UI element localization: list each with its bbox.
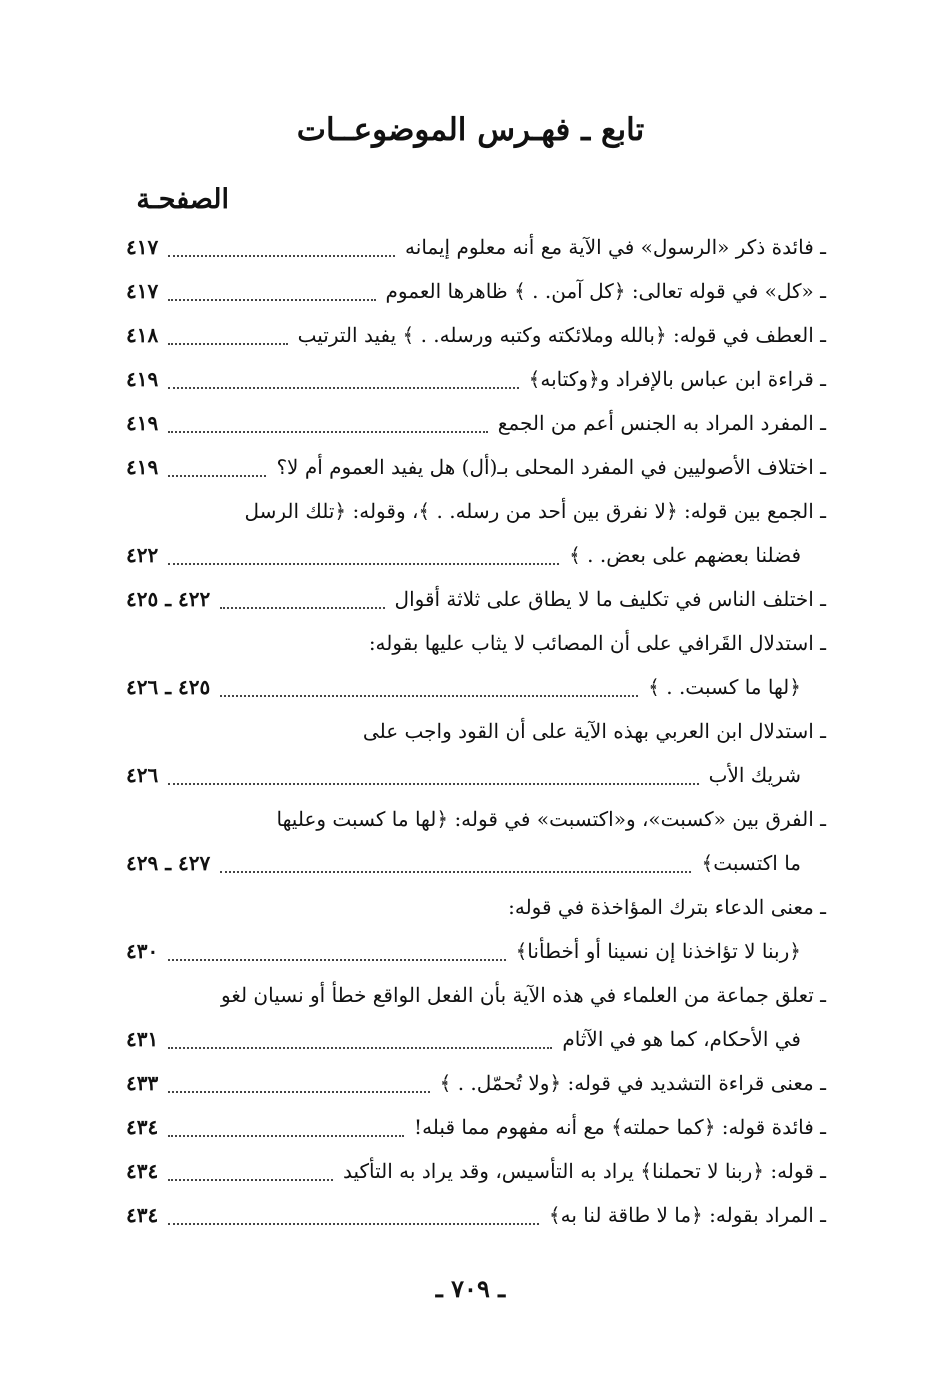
entry-page: ٤٢٢ ـ ٤٢٥	[126, 587, 211, 611]
dot-leader	[168, 1037, 552, 1049]
entry-text: في الأحكام، كما هو في الآثام	[562, 1027, 801, 1051]
entry-text: ـ فائدة قوله: ﴿كما حملته﴾ مع أنه مفهوم مما قبله!	[414, 1115, 826, 1139]
index-entry	[126, 1105, 826, 1149]
dot-leader	[168, 773, 698, 785]
index-entry-continuation	[126, 841, 801, 885]
entry-page: ٤٢٢	[126, 543, 159, 567]
entry-text: ـ العطف في قوله: ﴿بالله وملائكته وكتبه ورسله. . ﴾ يفيد الترتيب	[297, 323, 826, 347]
entry-text: ـ الفرق بين «كسبت»، و«اكتسبت» في قوله: ﴿لها ما كسبت وعليها	[276, 807, 826, 831]
index-entry	[126, 313, 826, 357]
dot-leader	[168, 289, 375, 301]
entry-text: ـ المفرد المراد به الجنس أعم من الجمع	[497, 411, 826, 435]
entry-text: ـ قراءة ابن عباس بالإفراد و﴿وكتابه﴾	[528, 367, 826, 391]
entry-text: ـ اختلاف الأصوليين في المفرد المحلى بـ(أل) هل يفيد العموم أم لا؟	[276, 455, 826, 479]
entry-page: ٤٢٧ ـ ٤٢٩	[126, 851, 211, 875]
entry-page: ٤٣٤	[126, 1203, 159, 1227]
entry-page: ٤١٩	[126, 411, 159, 435]
page-number: ـ ٧٠٩ ـ	[435, 1274, 506, 1303]
entry-text: فضلنا بعضهم على بعض. . ﴾	[569, 543, 801, 567]
page-title: تابع ـ فهـرس الموضوعــات	[296, 112, 645, 148]
entry-page: ٤٣٣	[126, 1071, 159, 1095]
index-entry-continuation	[126, 665, 801, 709]
entry-text: ﴿ربنا لا تؤاخذنا إن نسينا أو أخطأنا﴾	[515, 939, 801, 963]
index-entry-continuation	[126, 533, 801, 577]
index-entry	[126, 709, 826, 753]
index-entry	[126, 797, 826, 841]
dot-leader	[168, 465, 266, 477]
index-entry	[126, 1193, 826, 1237]
entry-text: شريك الأب	[708, 763, 801, 787]
index-entry	[126, 445, 826, 489]
entry-text: ـ تعلق جماعة من العلماء في هذه الآية بأن الفعل الواقع خطأ أو نسيان لغو	[220, 983, 826, 1007]
page-column-header: الصفحـة	[136, 184, 229, 215]
index-entry	[126, 885, 826, 929]
dot-leader	[168, 333, 287, 345]
dot-leader	[168, 1169, 333, 1181]
entry-page: ٤٣٤	[126, 1159, 159, 1183]
entry-text: ـ معنى الدعاء بترك المؤاخذة في قوله:	[508, 895, 826, 919]
index-entry	[126, 621, 826, 665]
entry-page: ٤١٧	[126, 279, 159, 303]
entry-text: ـ استدلال القَرافي على أن المصائب لا يثاب عليها بقوله:	[368, 631, 826, 655]
index-entry-continuation	[126, 929, 801, 973]
entry-text: ـ معنى قراءة التشديد في قوله: ﴿ولا تُحمّل. . ﴾	[439, 1071, 826, 1095]
index-entry	[126, 1061, 826, 1105]
entry-text: ﴿لها ما كسبت. . ﴾	[648, 675, 801, 699]
index-entry-continuation	[126, 753, 801, 797]
entry-page: ٤١٩	[126, 367, 159, 391]
entry-page: ٤١٨	[126, 323, 159, 347]
index-entry	[126, 577, 826, 621]
index-entry	[126, 269, 826, 313]
index-entry	[126, 489, 826, 533]
entry-page: ٤٢٦	[126, 763, 159, 787]
entry-text: ـ المراد بقوله: ﴿ما لا طاقة لنا به﴾	[548, 1203, 826, 1227]
dot-leader	[168, 1125, 404, 1137]
index-entry-continuation	[126, 1017, 801, 1061]
entry-page: ٤١٧	[126, 235, 159, 259]
dot-leader	[168, 1213, 539, 1225]
index-entry	[126, 401, 826, 445]
entry-text: ـ الجمع بين قوله: ﴿لا نفرق بين أحد من رسله. . ﴾، وقوله: ﴿تلك الرسل	[244, 499, 826, 523]
index-entry	[126, 1149, 826, 1193]
dot-leader	[168, 377, 518, 389]
dot-leader	[168, 245, 395, 257]
entry-text: ـ استدلال ابن العربي بهذه الآية على أن القود واجب على	[362, 719, 826, 743]
entry-text: ـ فائدة ذكر «الرسول» في الآية مع أنه معلوم إيمانه	[405, 235, 826, 259]
entry-text: ما اكتسبت﴾	[701, 851, 801, 875]
index-entry	[126, 973, 826, 1017]
dot-leader	[168, 1081, 429, 1093]
entry-text: ـ «كل» في قوله تعالى: ﴿كل آمن. . ﴾ ظاهرها العموم	[385, 279, 826, 303]
entry-text: ـ قوله: ﴿ربنا لا تحملنا﴾ يراد به التأسيس، وقد يراد به التأكيد	[342, 1159, 826, 1183]
index-entry	[126, 225, 826, 269]
entry-page: ٤٣١	[126, 1027, 159, 1051]
dot-leader	[168, 421, 488, 433]
dot-leader	[220, 597, 384, 609]
entry-text: ـ اختلف الناس في تكليف ما لا يطاق على ثلاثة أقوال	[394, 587, 826, 611]
dot-leader	[168, 553, 559, 565]
dot-leader	[168, 949, 505, 961]
entry-page: ٤٢٥ ـ ٤٢٦	[126, 675, 211, 699]
dot-leader	[220, 861, 691, 873]
entry-page: ٤٣٤	[126, 1115, 159, 1139]
entry-page: ٤٣٠	[126, 939, 159, 963]
dot-leader	[220, 685, 638, 697]
index-entry	[126, 357, 826, 401]
entry-page: ٤١٩	[126, 455, 159, 479]
